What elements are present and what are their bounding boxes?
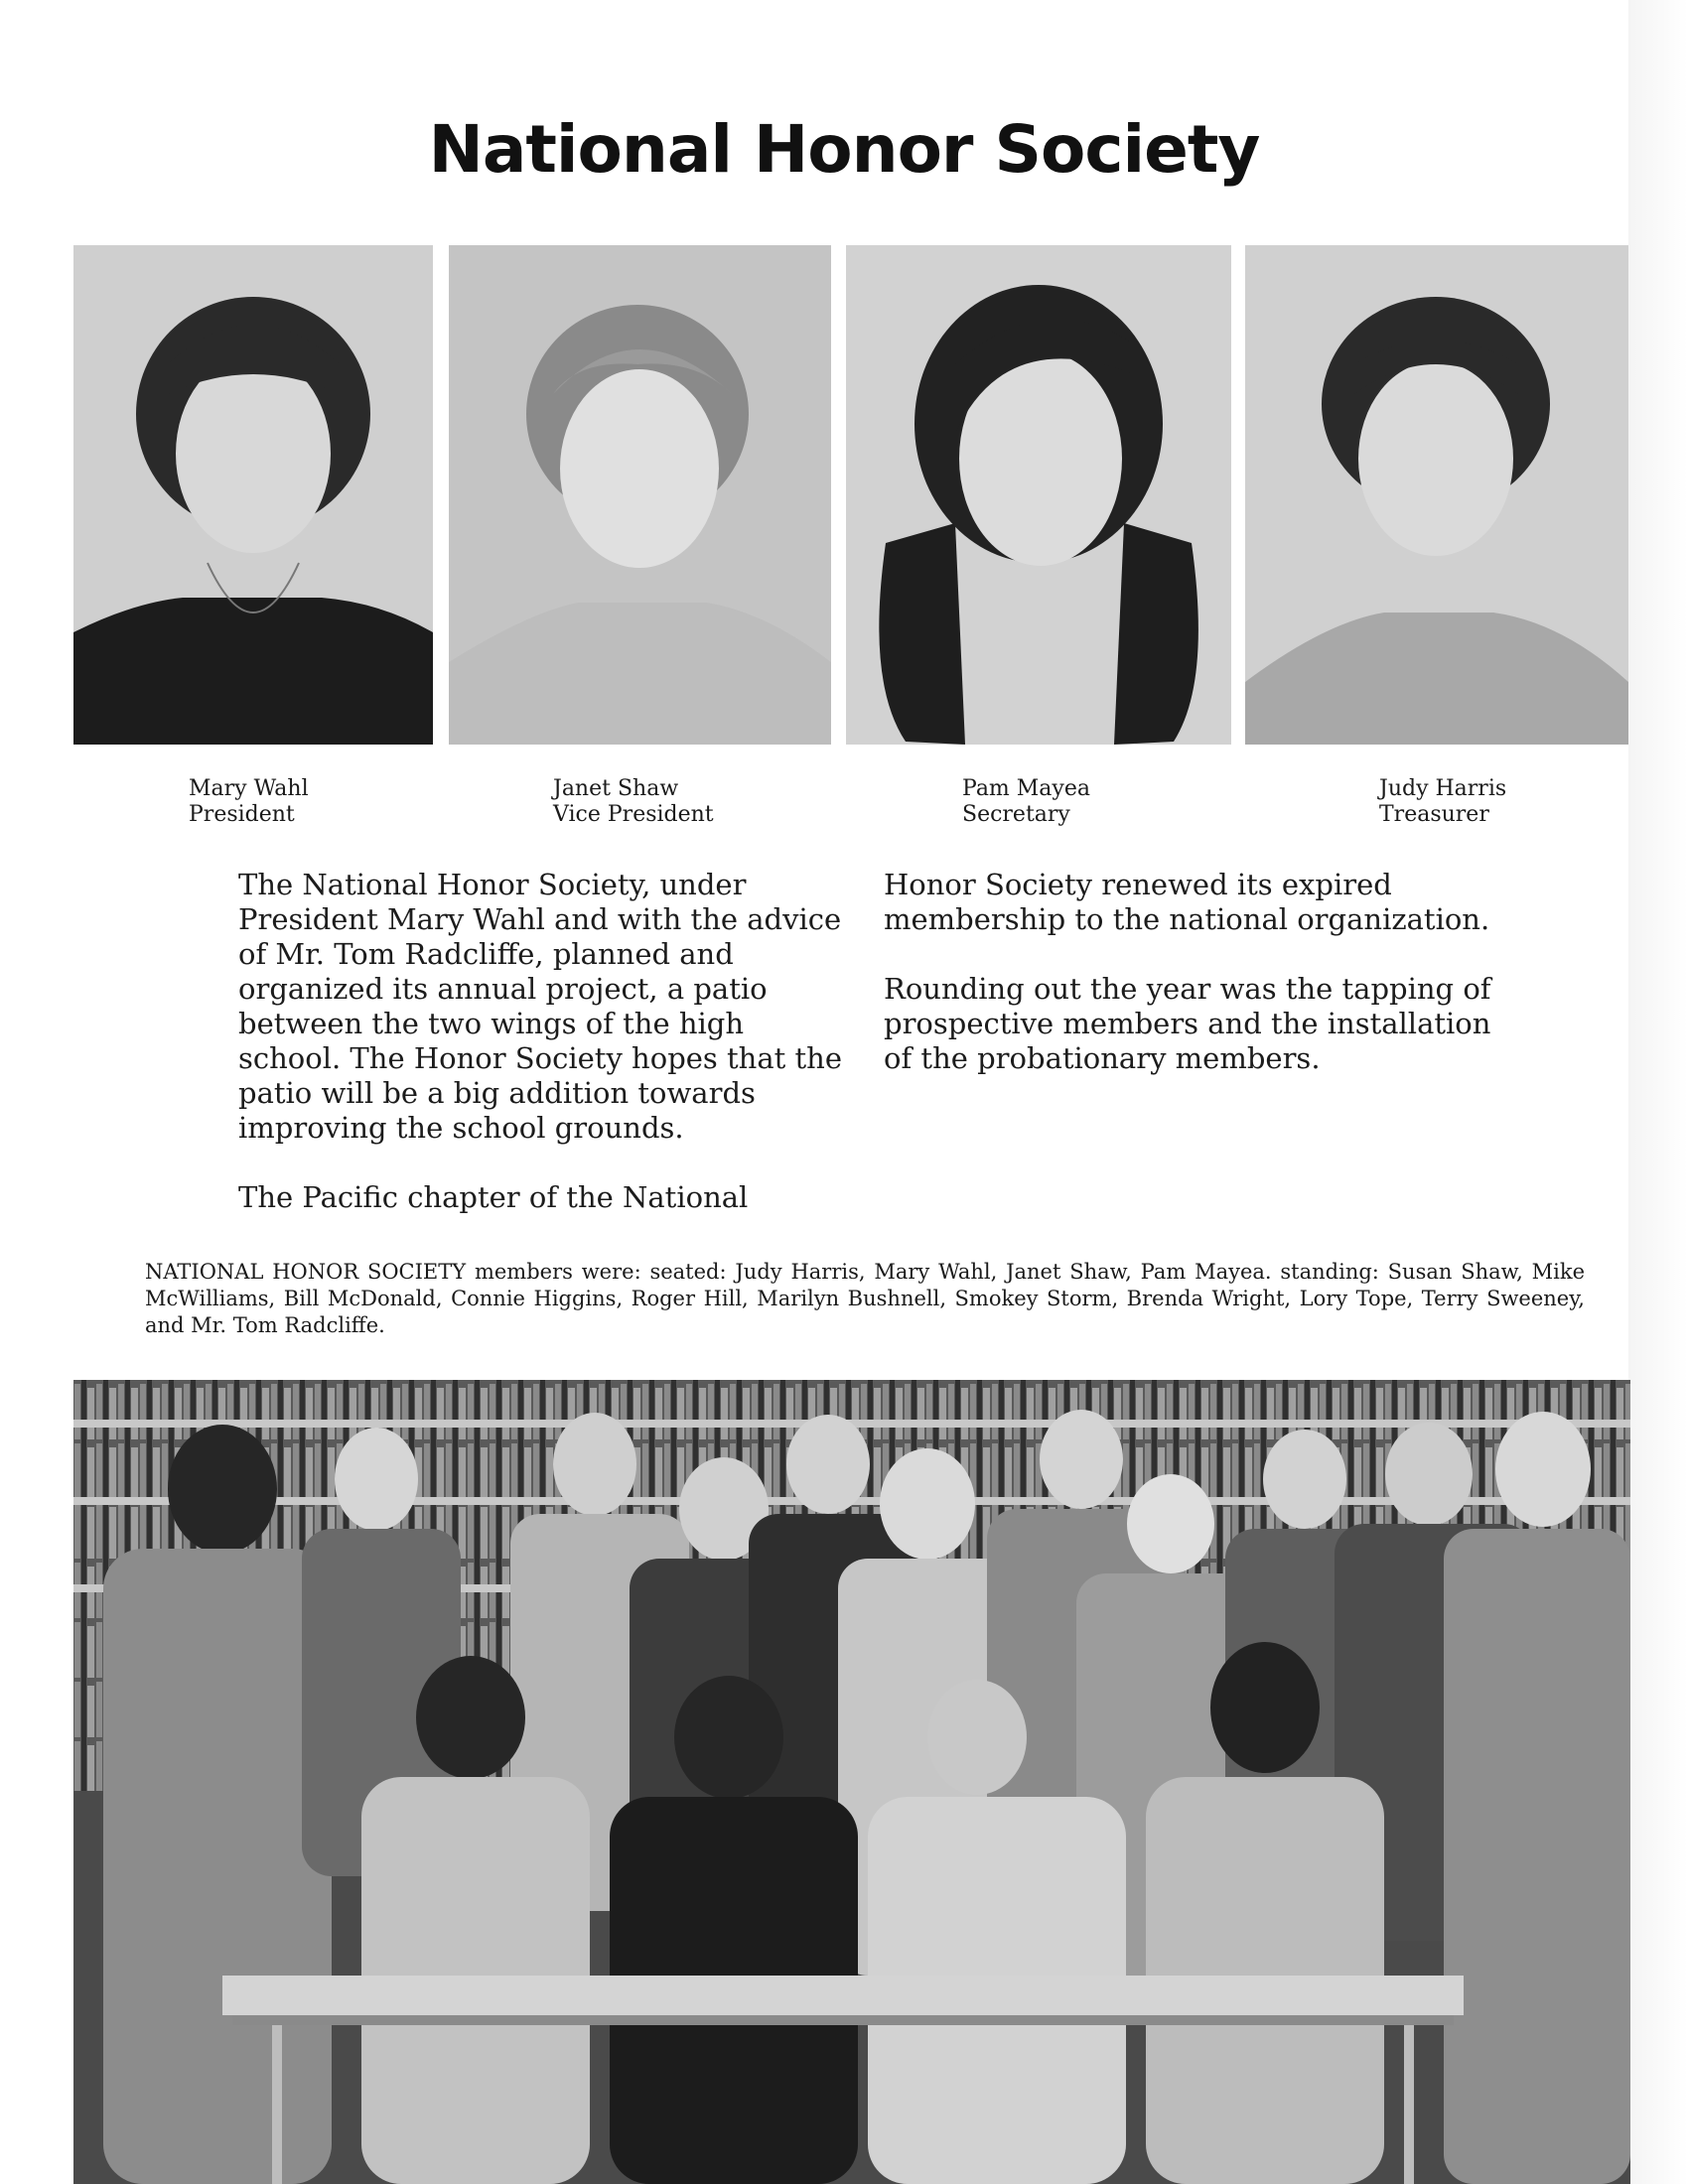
officer-label-vice-president <box>553 776 714 828</box>
officer-name: Janet Shaw <box>553 776 679 801</box>
group-photo <box>73 1380 1630 2184</box>
group-photo-caption: NATIONAL HONOR SOCIETY members were: seated: Judy Harris, Mary Wahl, Janet Shaw, Pam Mayea. standing: Susan Shaw, Mike McWilliams, Bill McDonald, Connie Higgins, Roger Hill, Marilyn Bushnell, Smokey Storm, Brenda Wright, Lory Tope, Terry Sweeney, and Mr. Tom Radcliffe. <box>145 1260 1585 1337</box>
officer-name: Pam Mayea <box>962 776 1090 801</box>
body-paragraph: Honor Society renewed its expired membership to the national organization. <box>884 868 1490 936</box>
officer-name: Judy Harris <box>1379 776 1507 801</box>
officer-role: President <box>189 802 295 827</box>
officer-role: Treasurer <box>1379 802 1489 827</box>
portrait-photo-president <box>73 245 433 745</box>
body-paragraph: The Pacific chapter of the National <box>238 1180 749 1214</box>
officer-name: Mary Wahl <box>189 776 309 801</box>
portrait-photo-vice-president <box>449 245 831 745</box>
officer-label-secretary <box>962 776 1090 828</box>
page-title: National Honor Society <box>428 111 1260 188</box>
body-paragraph: Rounding out the year was the tapping of prospective members and the installation of the probationary members. <box>884 972 1491 1075</box>
body-paragraph: The National Honor Society, under President Mary Wahl and with the advice of Mr. Tom Radcliffe, planned and organized its annual project, a patio between the two wings of the high school. The Honor Society hopes that the patio will be a big addition towards improving the school grounds. <box>238 868 843 1145</box>
officer-label-president <box>189 776 309 828</box>
page-edge-shadow <box>1628 0 1688 2184</box>
body-text-left-column <box>238 868 854 1250</box>
body-text-right-column <box>884 868 1499 1111</box>
officer-role: Vice President <box>553 802 714 827</box>
officer-role: Secretary <box>962 802 1070 827</box>
portrait-photo-secretary <box>846 245 1231 745</box>
officer-label-treasurer <box>1379 776 1506 828</box>
portrait-photo-treasurer <box>1245 245 1628 745</box>
